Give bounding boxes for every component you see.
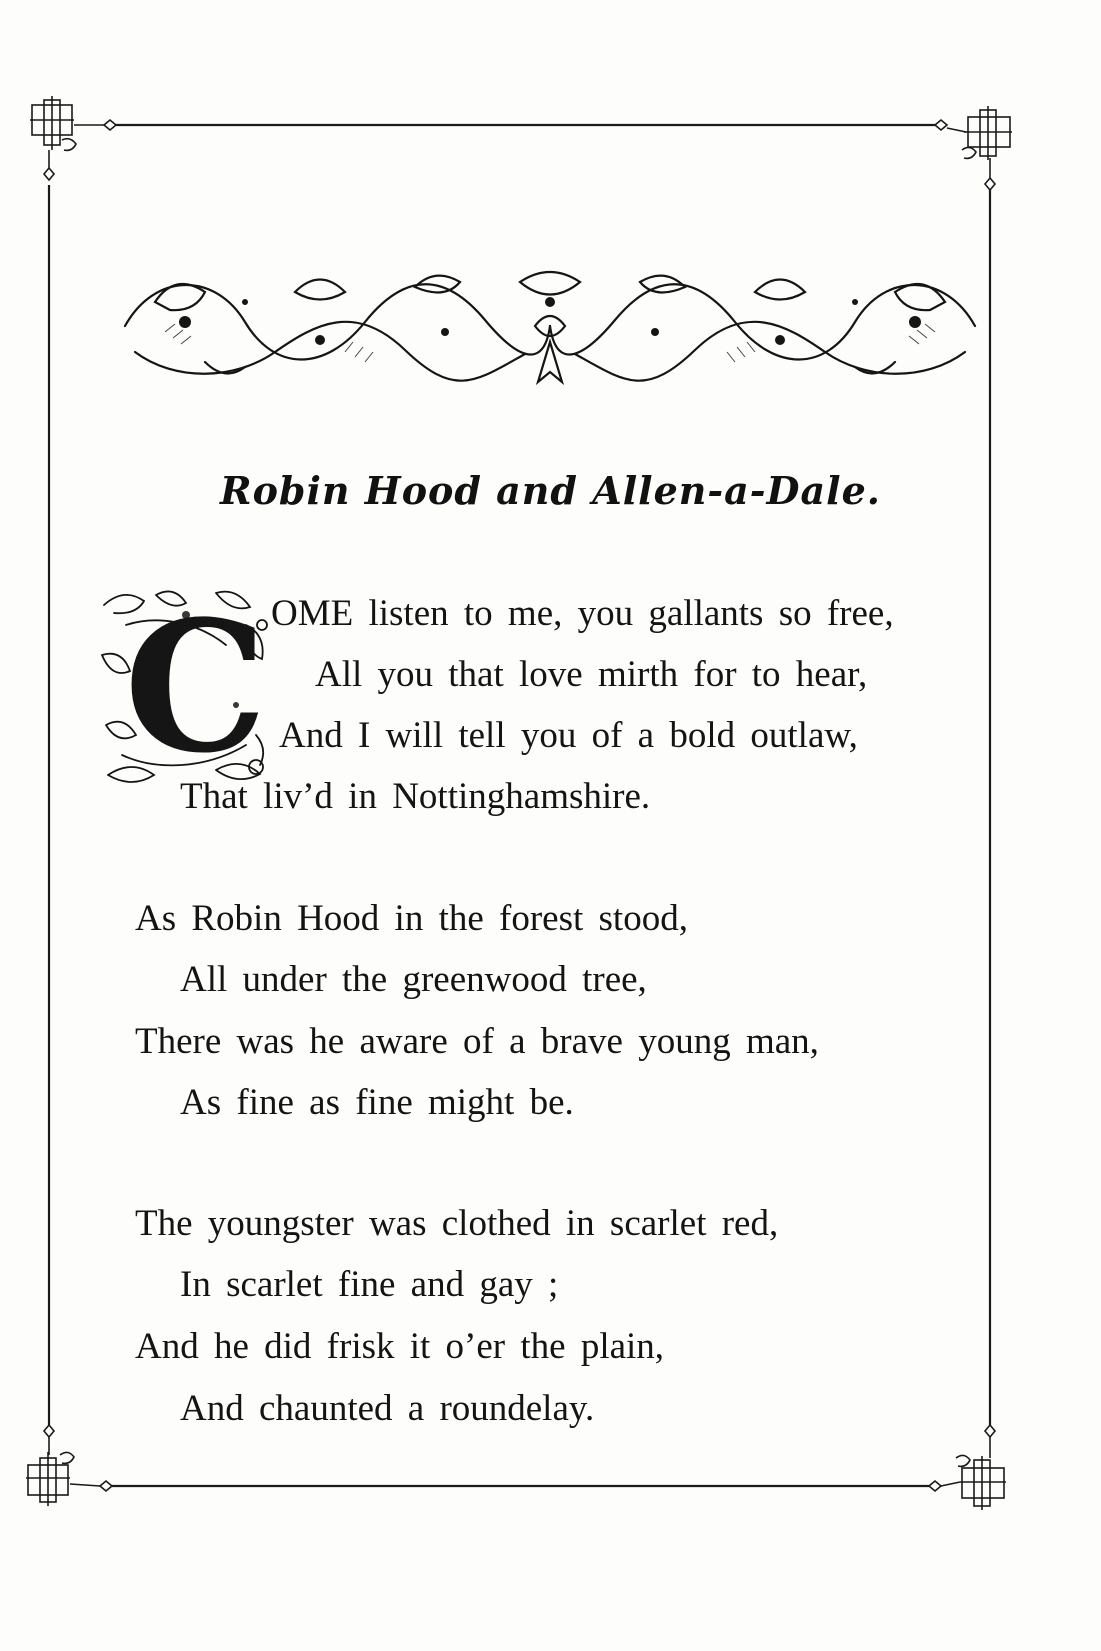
poem-line: And I will tell you of a bold outlaw, (279, 715, 858, 756)
poem-line: The youngster was clothed in scarlet red, (135, 1203, 779, 1244)
corner-ornament-bottom-right (929, 1425, 1006, 1510)
poem-line: And he did frisk it o’er the plain, (135, 1326, 665, 1367)
poem-line: As Robin Hood in the forest stood, (135, 898, 688, 939)
illuminated-drop-cap (96, 582, 274, 793)
poem-line: And chaunted a roundelay. (180, 1388, 595, 1429)
poem-line: All you that love mirth for to hear, (315, 654, 868, 695)
corner-ornament-top-right (935, 106, 1012, 190)
poem-line: OME listen to me, you gallants so free, (271, 593, 894, 634)
poem-line: There was he aware of a brave young man, (135, 1021, 819, 1062)
poem-line: That liv’d in Nottinghamshire. (180, 776, 651, 817)
corner-ornament-top-left (30, 96, 116, 180)
poem-line: As fine as fine might be. (180, 1082, 574, 1123)
corner-ornament-bottom-left (26, 1425, 112, 1506)
drop-cap-letter: C (124, 582, 268, 793)
poem-line: In scarlet fine and gay ; (180, 1264, 559, 1305)
floral-headpiece-ornament (115, 262, 985, 390)
poem-title: Robin Hood and Allen-a-Dale. (220, 468, 881, 513)
poem-line: All under the greenwood tree, (180, 959, 647, 1000)
